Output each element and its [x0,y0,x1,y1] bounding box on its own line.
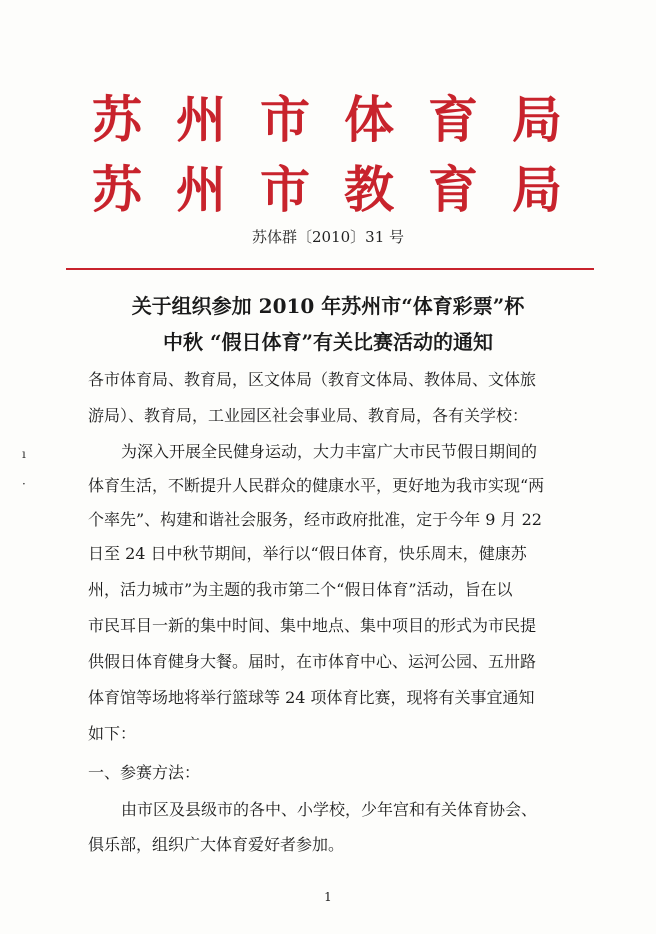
title-char: 市 [260,160,310,219]
title-char: 育 [428,90,478,149]
title-char: 市 [260,90,310,149]
notice-title-line-1: 关于组织参加 2010 年苏州市“体育彩票”杯 [131,294,525,318]
section-1-line-1: 由市区及县级市的各中、小学校，少年宫和有关体育协会、 [121,800,538,819]
title-char: 局 [512,160,562,219]
recipients-line-1: 各市体育局、教育局，区文体局（教育文体局、教体局、文体旅 [88,370,537,389]
notice-title-line-2: 中秋 “假日体育”有关比赛活动的通知 [163,330,493,354]
section-heading-participation: 一、参赛方法： [88,763,201,782]
body-line-8: 体育馆等场地将举行篮球等 24 项体育比赛，现将有关事宜通知 [88,688,535,707]
margin-mark: ı [22,447,26,461]
body-line-2: 体育生活，不断提升人民群众的健康水平，更好地为我市实现“两 [88,476,545,495]
title-char: 州 [176,90,226,149]
page-number: 1 [324,890,332,904]
red-divider-line [66,268,594,270]
title-char: 苏 [92,90,142,149]
title-char: 体 [344,90,394,149]
body-line-4: 日至 24 日中秋节期间，举行以“假日体育，快乐周末，健康苏 [88,544,527,563]
title-char: 育 [428,160,478,219]
body-line-7: 供假日体育健身大餐。届时，在市体育中心、运河公园、五卅路 [88,652,537,671]
title-char: 局 [512,90,562,149]
body-line-1: 为深入开展全民健身运动，大力丰富广大市民节假日期间的 [121,442,538,461]
title-char: 苏 [92,160,142,219]
body-line-6: 市民耳目一新的集中时间、集中地点、集中项目的形式为市民提 [88,616,537,635]
title-char: 州 [176,160,226,219]
body-line-9: 如下： [88,724,137,743]
body-line-3: 个率先”、构建和谐社会服务，经市政府批准，定于今年 9 月 22 [88,510,542,529]
recipients-line-2: 游局）、教育局，工业园区社会事业局、教育局，各有关学校： [88,406,529,425]
margin-mark: · [22,477,26,491]
issuer-title-education-bureau [92,162,562,218]
title-char: 教 [344,160,394,219]
issuer-title-sports-bureau [92,92,562,148]
document-number: 苏体群〔2010〕31 号 [251,228,405,246]
section-1-line-2: 俱乐部，组织广大体育爱好者参加。 [88,835,345,854]
body-line-5: 州，活力城市”为主题的我市第二个“假日体育”活动，旨在以 [88,580,513,599]
